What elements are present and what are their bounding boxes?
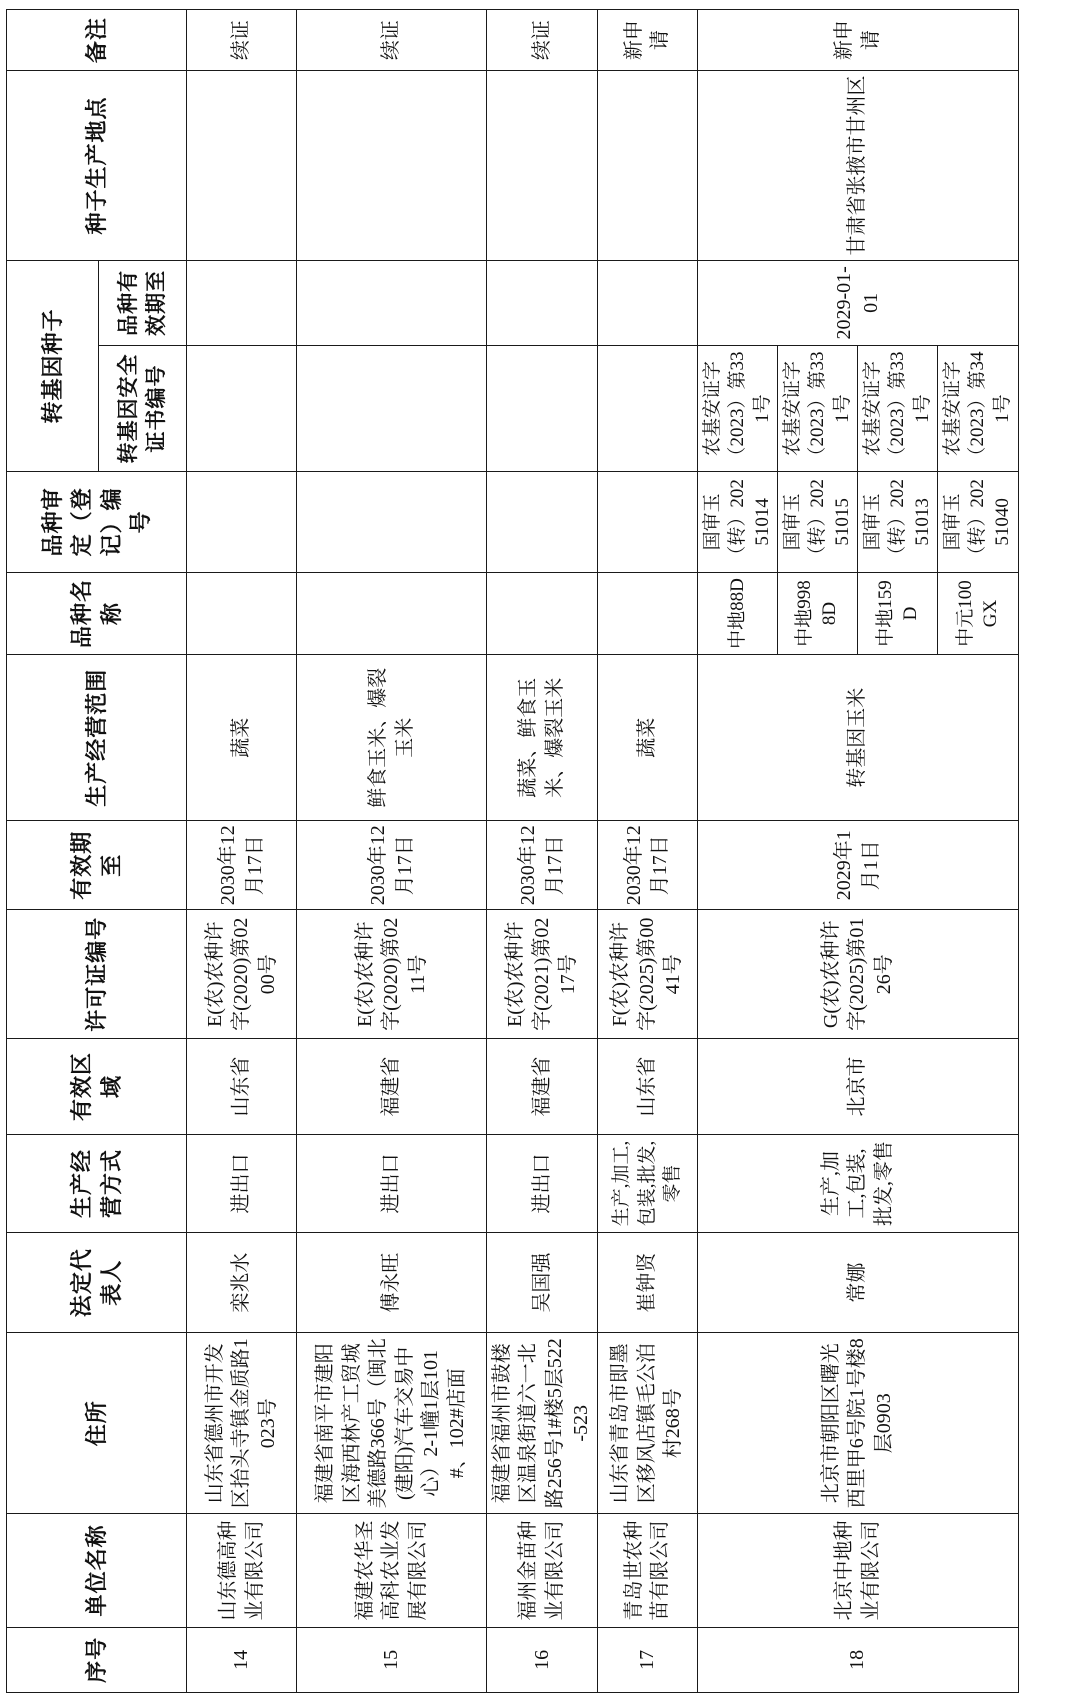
cell-variety: 中地9988D (777, 572, 857, 655)
cell-variety-valid (187, 260, 297, 345)
cell-address: 福建省福州市鼓楼区温泉街道六一北路256号1#楼5层522-523 (487, 1333, 598, 1514)
header-variety: 品种名称 (7, 572, 187, 655)
cell-approval-no (487, 472, 598, 572)
cell-approval-no: 国审玉（转）20251013 (858, 472, 938, 572)
header-location: 种子生产地点 (7, 71, 187, 261)
cell-variety (297, 572, 487, 655)
cell-location (597, 71, 697, 261)
cell-remark: 新申请 (597, 10, 697, 71)
cell-location: 甘肃省张掖市甘州区 (697, 71, 1018, 261)
cell-seq: 16 (487, 1627, 598, 1692)
cell-remark: 续证 (187, 10, 297, 71)
cell-address: 山东省德州市开发区抬头寺镇金质路1023号 (187, 1333, 297, 1514)
seed-license-table (6, 9, 1019, 1693)
cell-license-no: E(农)农种许字(2020)第0211号 (297, 910, 487, 1039)
cell-legal-rep: 吴国强 (487, 1233, 598, 1333)
header-row-group (7, 10, 99, 1693)
cell-approval-no (187, 472, 297, 572)
cell-scope: 转基因玉米 (697, 655, 1018, 821)
table-row (487, 10, 598, 1693)
cell-location (487, 71, 598, 261)
cell-variety: 中地88D (697, 572, 777, 655)
cell-license-no: G(农)农种许字(2025)第0126号 (697, 910, 1018, 1039)
header-company: 单位名称 (7, 1514, 187, 1627)
cell-region: 北京市 (697, 1039, 1018, 1135)
cell-address: 山东省青岛市即墨区移风店镇毛公泊村268号 (597, 1333, 697, 1514)
cell-valid-until: 2029年1月1日 (697, 821, 1018, 910)
cell-valid-until: 2030年12月17日 (297, 821, 487, 910)
cell-company: 山东德高种业有限公司 (187, 1514, 297, 1627)
cell-license-no: E(农)农种许字(2020)第0200号 (187, 910, 297, 1039)
cell-seq: 14 (187, 1627, 297, 1692)
cell-approval-no (597, 472, 697, 572)
header-mode: 生产经营方式 (7, 1134, 187, 1232)
cell-gm-cert: 农基安证字（2023）第331号 (777, 345, 857, 471)
cell-location (297, 71, 487, 261)
cell-valid-until: 2030年12月17日 (597, 821, 697, 910)
cell-variety-valid (297, 260, 487, 345)
cell-variety-valid (597, 260, 697, 345)
cell-seq: 17 (597, 1627, 697, 1692)
cell-gm-cert (597, 345, 697, 471)
header-gm-cert: 转基因安全证书编号 (99, 345, 187, 471)
cell-variety (487, 572, 598, 655)
cell-region: 福建省 (487, 1039, 598, 1135)
table-row (187, 10, 297, 1693)
cell-variety-valid: 2029-01-01 (697, 260, 1018, 345)
cell-variety: 中元100GX (938, 572, 1018, 655)
table-row (297, 10, 487, 1693)
cell-gm-cert (187, 345, 297, 471)
cell-scope: 蔬菜、鲜食玉米、爆裂玉米 (487, 655, 598, 821)
cell-approval-no: 国审玉（转）20251014 (697, 472, 777, 572)
cell-mode: 生产,加工,包装,批发,零售 (597, 1134, 697, 1232)
header-scope: 生产经营范围 (7, 655, 187, 821)
header-legal-rep: 法定代表人 (7, 1233, 187, 1333)
cell-legal-rep: 傅永旺 (297, 1233, 487, 1333)
cell-legal-rep: 栾兆水 (187, 1233, 297, 1333)
header-region: 有效区域 (7, 1039, 187, 1135)
cell-gm-cert: 农基安证字（2023）第331号 (858, 345, 938, 471)
cell-gm-cert (297, 345, 487, 471)
cell-variety (187, 572, 297, 655)
cell-gm-cert: 农基安证字（2023）第331号 (697, 345, 777, 471)
cell-license-no: E(农)农种许字(2021)第0217号 (487, 910, 598, 1039)
header-license-no: 许可证编号 (7, 910, 187, 1039)
header-address: 住所 (7, 1333, 187, 1514)
header-variety-valid: 品种有效期至 (99, 260, 187, 345)
cell-seq: 18 (697, 1627, 1018, 1692)
cell-company: 青岛世农种苗有限公司 (597, 1514, 697, 1627)
cell-legal-rep: 崔钟贤 (597, 1233, 697, 1333)
cell-approval-no: 国审玉（转）20251015 (777, 472, 857, 572)
cell-mode: 进出口 (187, 1134, 297, 1232)
cell-remark: 续证 (487, 10, 598, 71)
cell-variety: 中地159D (858, 572, 938, 655)
cell-variety-valid (487, 260, 598, 345)
cell-remark: 续证 (297, 10, 487, 71)
cell-mode: 生产,加工,包装,批发,零售 (697, 1134, 1018, 1232)
cell-address: 福建省南平市建阳区海西林产工贸城美德路366号（闽北(建阳)汽车交易中心）2-1幢1层101#、102#店面 (297, 1333, 487, 1514)
cell-approval-no (297, 472, 487, 572)
cell-variety (597, 572, 697, 655)
cell-mode: 进出口 (297, 1134, 487, 1232)
cell-gm-cert (487, 345, 598, 471)
cell-company: 北京中地种业有限公司 (697, 1514, 1018, 1627)
header-seq: 序号 (7, 1627, 187, 1692)
header-remark: 备注 (7, 10, 187, 71)
cell-company: 福建农华圣高科农业发展有限公司 (297, 1514, 487, 1627)
cell-scope: 蔬菜 (597, 655, 697, 821)
cell-mode: 进出口 (487, 1134, 598, 1232)
cell-location (187, 71, 297, 261)
cell-gm-cert: 农基安证字（2023）第341号 (938, 345, 1018, 471)
cell-seq: 15 (297, 1627, 487, 1692)
cell-address: 北京市朝阳区曙光西里甲6号院1号楼8层0903 (697, 1333, 1018, 1514)
header-approval-no: 品种审定（登记）编号 (7, 472, 187, 572)
cell-valid-until: 2030年12月17日 (187, 821, 297, 910)
cell-remark: 新申请 (697, 10, 1018, 71)
header-gm-group: 转基因种子 (7, 260, 99, 471)
cell-company: 福州金苗种业有限公司 (487, 1514, 598, 1627)
cell-license-no: F(农)农种许字(2025)第0041号 (597, 910, 697, 1039)
header-valid-until: 有效期至 (7, 821, 187, 910)
cell-region: 福建省 (297, 1039, 487, 1135)
cell-region: 山东省 (187, 1039, 297, 1135)
cell-legal-rep: 常娜 (697, 1233, 1018, 1333)
cell-scope: 鲜食玉米、爆裂玉米 (297, 655, 487, 821)
table-row (597, 10, 697, 1693)
table-row (697, 10, 777, 1693)
cell-scope: 蔬菜 (187, 655, 297, 821)
cell-region: 山东省 (597, 1039, 697, 1135)
cell-approval-no: 国审玉（转）20251040 (938, 472, 1018, 572)
cell-valid-until: 2030年12月17日 (487, 821, 598, 910)
